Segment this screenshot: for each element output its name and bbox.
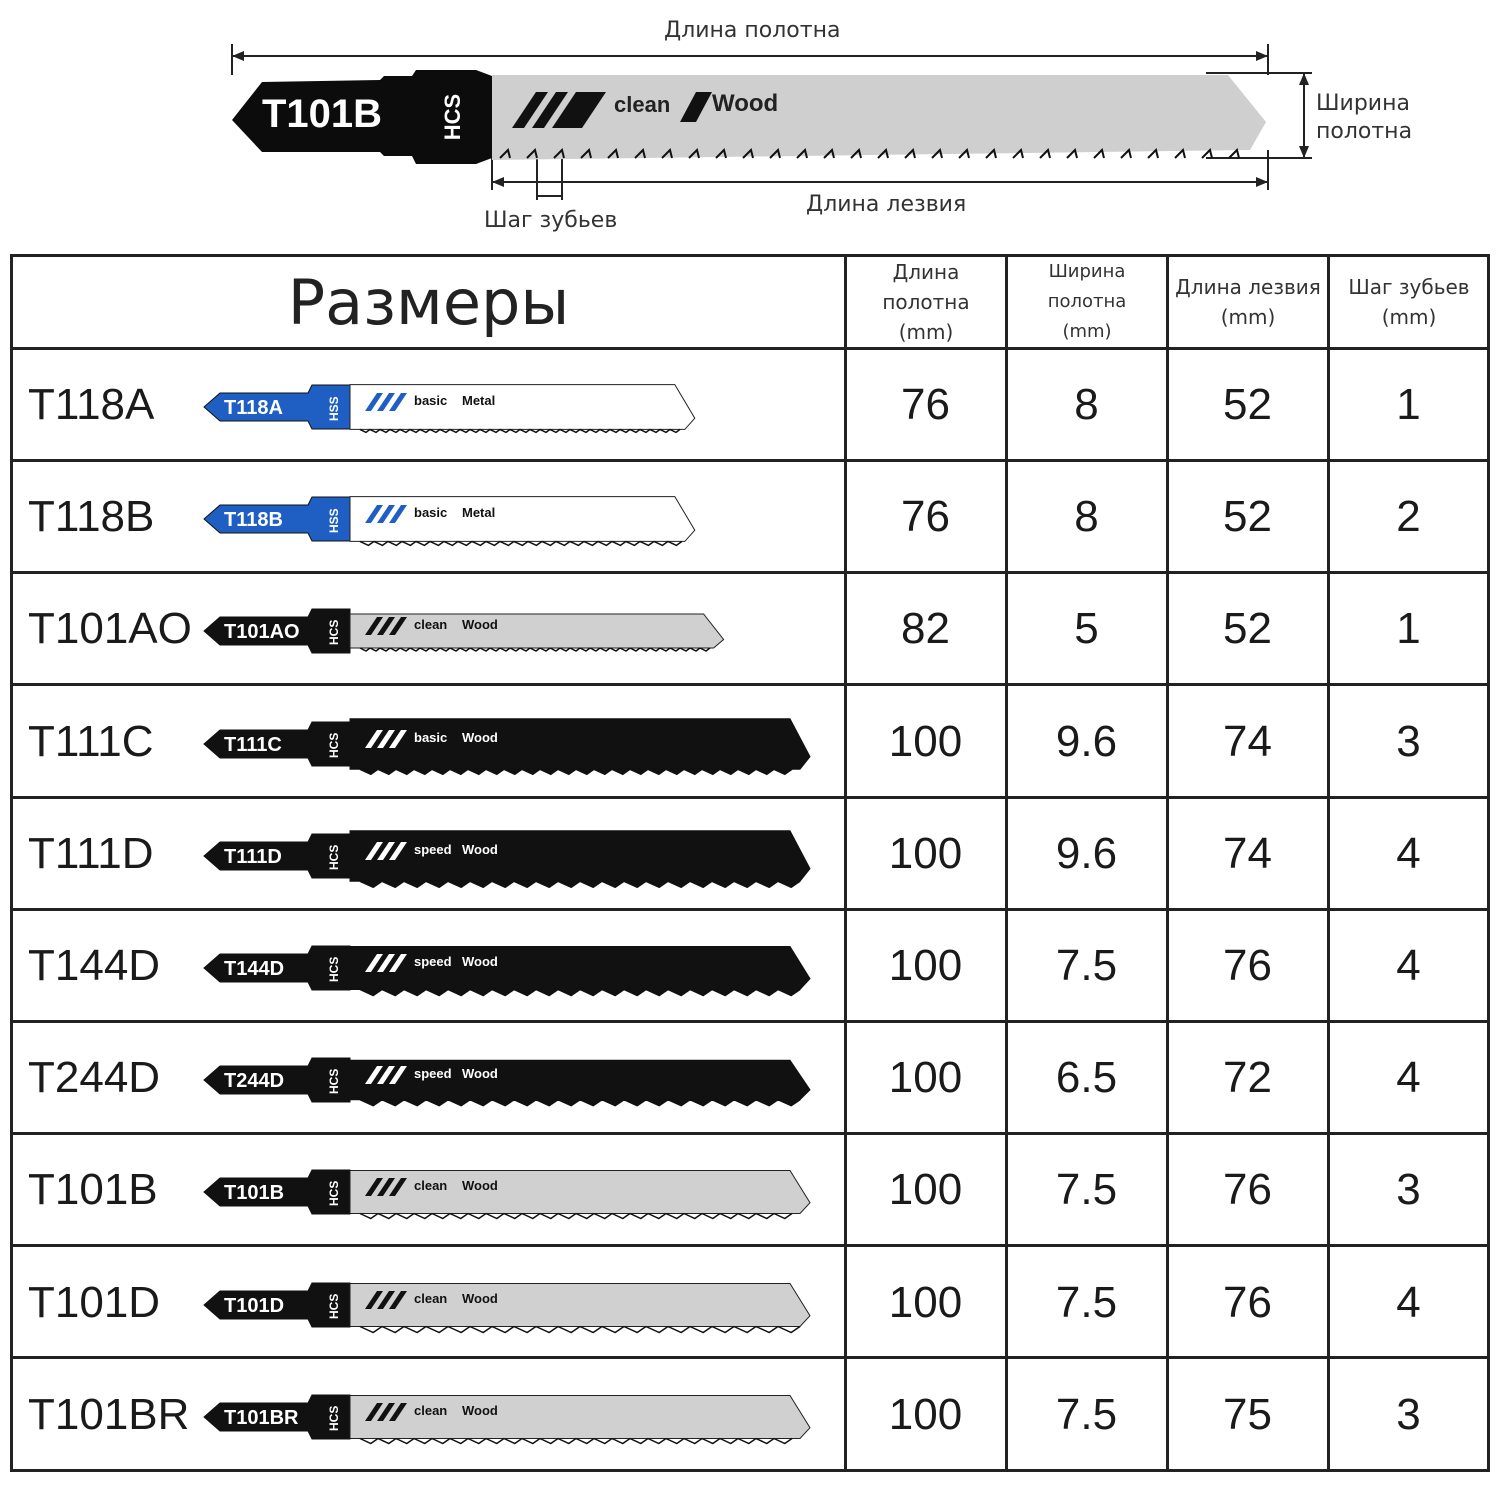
cell-blade-width: 5 bbox=[1074, 604, 1099, 654]
row-model-name: T118A bbox=[28, 380, 155, 429]
blade-target-label: Wood bbox=[462, 1066, 498, 1082]
blade-illustration bbox=[200, 1372, 820, 1462]
header-tooth-pitch bbox=[1329, 256, 1489, 348]
cell-blade-len: 100 bbox=[888, 1389, 963, 1439]
row-model-name: T118B bbox=[28, 492, 155, 542]
cell-pitch: 4 bbox=[1396, 1277, 1421, 1327]
cell-edge-len: 76 bbox=[1223, 941, 1272, 990]
blade-line-label: clean bbox=[414, 1290, 448, 1306]
cell-blade-len: 76 bbox=[901, 380, 950, 429]
header-tooth-pitch-text: Шаг зубьев bbox=[1348, 275, 1470, 299]
cell-edge-len: 74 bbox=[1223, 716, 1272, 766]
header-edge-length-text: Длина лезвия bbox=[1175, 275, 1321, 299]
blade-line-label: basic bbox=[414, 729, 448, 745]
header-blade-length bbox=[846, 256, 1006, 348]
blade-illustration bbox=[200, 474, 820, 564]
blade-code-label: T118A bbox=[224, 397, 283, 419]
row-model-name: T101AO bbox=[28, 604, 192, 654]
cell-blade-width: 9.6 bbox=[1055, 828, 1118, 878]
blade-code-label: T101AO bbox=[224, 621, 300, 644]
blade-target-label: Wood bbox=[462, 729, 498, 745]
label-length-total: Длина полотна bbox=[664, 18, 841, 43]
label-width: Ширина полотна bbox=[1316, 91, 1413, 144]
blade-target-label: Wood bbox=[462, 1402, 498, 1418]
blade-illustration bbox=[200, 1035, 820, 1125]
blade-target-label: Wood bbox=[462, 954, 498, 969]
blade-teeth bbox=[360, 1214, 792, 1219]
cell-pitch: 4 bbox=[1396, 1053, 1421, 1103]
cell-edge-len: 74 bbox=[1223, 828, 1272, 878]
diagram-blade-code: T101B bbox=[262, 92, 383, 136]
blade-illustration bbox=[200, 811, 820, 901]
blade-target-label: Wood bbox=[462, 841, 498, 857]
blade-body bbox=[350, 614, 724, 648]
table-title: Размеры bbox=[287, 265, 570, 339]
cell-blade-len: 100 bbox=[888, 941, 963, 990]
blade-line-label: basic bbox=[414, 505, 448, 521]
cell-blade-len: 100 bbox=[888, 828, 963, 878]
blade-material-label: HCS bbox=[327, 1405, 341, 1431]
header-blade-width bbox=[1007, 256, 1167, 348]
cell-edge-len: 75 bbox=[1223, 1389, 1272, 1439]
cell-blade-width: 7.5 bbox=[1055, 1389, 1118, 1439]
cell-pitch: 2 bbox=[1396, 492, 1421, 542]
blade-illustration bbox=[200, 586, 820, 676]
cell-blade-len: 100 bbox=[888, 1277, 963, 1327]
header-edge-length-unit: (mm) bbox=[1220, 305, 1276, 329]
blade-code-label: T244D bbox=[224, 1070, 285, 1093]
cell-pitch: 3 bbox=[1396, 1165, 1421, 1215]
blade-material-label: HCS bbox=[327, 956, 341, 982]
blade-material-label: HCS bbox=[327, 844, 341, 870]
cell-blade-len: 100 bbox=[888, 1053, 963, 1103]
cell-pitch: 4 bbox=[1396, 828, 1421, 878]
blade-material-label: HCS bbox=[327, 732, 341, 758]
blade-illustration bbox=[200, 923, 820, 1013]
cell-blade-width: 7.5 bbox=[1055, 1165, 1118, 1215]
blade-line-label: clean bbox=[414, 1178, 448, 1194]
blade-code-label: T101B bbox=[224, 1182, 285, 1205]
label-blade-length: Длина лезвия bbox=[806, 192, 967, 217]
label-tooth-pitch: Шаг зубьев bbox=[484, 208, 618, 233]
blade-code-label: T144D bbox=[224, 958, 285, 980]
header-edge-length bbox=[1168, 256, 1328, 348]
row-model-name: T144D bbox=[28, 941, 161, 990]
blade-teeth bbox=[360, 769, 792, 774]
cell-blade-width: 8 bbox=[1074, 492, 1099, 542]
header-blade-length-text: Длина полотна bbox=[882, 260, 970, 314]
header-blade-width-text: Ширина полотна bbox=[1047, 261, 1127, 312]
blade-illustration bbox=[200, 1260, 820, 1350]
blade-illustration bbox=[200, 362, 820, 452]
cell-pitch: 3 bbox=[1396, 1389, 1421, 1439]
blade-line-label: speed bbox=[414, 954, 452, 969]
cell-pitch: 4 bbox=[1396, 941, 1421, 990]
blade-line-label: clean bbox=[414, 617, 448, 633]
blade-target-label: Wood bbox=[462, 1290, 498, 1306]
cell-pitch: 3 bbox=[1396, 716, 1421, 766]
cell-blade-len: 100 bbox=[888, 716, 963, 766]
blade-code-label: T111D bbox=[224, 845, 282, 868]
row-model-name: T111C bbox=[28, 716, 154, 766]
blade-target-label: Metal bbox=[462, 505, 496, 521]
blade-target-label: Metal bbox=[462, 393, 496, 408]
header-blade-width-unit: (mm) bbox=[1062, 321, 1112, 342]
row-model-name: T111D bbox=[28, 828, 154, 878]
blade-material-label: HCS bbox=[327, 1068, 341, 1095]
row-model-name: T101B bbox=[28, 1165, 158, 1215]
header-blade-length-unit: (mm) bbox=[898, 320, 954, 344]
blade-target-label: Wood bbox=[462, 1178, 498, 1194]
cell-blade-width: 7.5 bbox=[1055, 1277, 1118, 1327]
blade-material-label: HCS bbox=[327, 1293, 341, 1319]
blade-material-label: HSS bbox=[327, 508, 341, 534]
cell-pitch: 1 bbox=[1396, 604, 1421, 654]
cell-blade-width: 6.5 bbox=[1055, 1053, 1118, 1103]
cell-blade-width: 8 bbox=[1074, 380, 1099, 429]
blade-target-label: Wood bbox=[462, 617, 498, 633]
blade-teeth bbox=[360, 990, 800, 996]
diagram-series-line: clean bbox=[614, 92, 671, 117]
blade-line-label: speed bbox=[414, 1066, 452, 1082]
cell-edge-len: 52 bbox=[1223, 492, 1272, 542]
blade-illustration bbox=[200, 1147, 820, 1237]
cell-edge-len: 72 bbox=[1223, 1053, 1272, 1103]
cell-edge-len: 52 bbox=[1223, 380, 1272, 429]
row-model-name: T101BR bbox=[28, 1389, 190, 1439]
header-tooth-pitch-unit: (mm) bbox=[1381, 305, 1437, 329]
cell-blade-width: 9.6 bbox=[1055, 716, 1118, 766]
cell-edge-len: 76 bbox=[1223, 1165, 1272, 1215]
cell-blade-len: 100 bbox=[888, 1165, 963, 1215]
blade-teeth bbox=[360, 542, 682, 546]
diagram-material: HCS bbox=[440, 93, 466, 141]
blade-illustration bbox=[200, 699, 820, 789]
blade-code-label: T118B bbox=[224, 509, 283, 532]
blade-material-label: HSS bbox=[327, 396, 341, 421]
diagram-series-target: Wood bbox=[712, 90, 779, 117]
cell-blade-width: 7.5 bbox=[1055, 941, 1118, 990]
row-model-name: T244D bbox=[28, 1053, 161, 1103]
blade-teeth bbox=[360, 881, 800, 887]
blade-material-label: HCS bbox=[327, 620, 341, 646]
cell-edge-len: 52 bbox=[1223, 604, 1272, 654]
row-model-name: T101D bbox=[28, 1277, 161, 1327]
blade-code-label: T101D bbox=[224, 1294, 285, 1317]
cell-pitch: 1 bbox=[1396, 380, 1421, 429]
blade-code-label: T111C bbox=[224, 733, 282, 756]
blade-body bbox=[350, 385, 695, 430]
blade-material-label: HCS bbox=[327, 1181, 341, 1207]
blade-teeth bbox=[360, 1326, 800, 1332]
blade-line-label: clean bbox=[414, 1402, 448, 1418]
blade-line-label: basic bbox=[414, 393, 448, 408]
blade-body bbox=[350, 497, 695, 542]
blade-line-label: speed bbox=[414, 841, 452, 857]
blade-teeth bbox=[360, 1100, 800, 1106]
cell-blade-len: 76 bbox=[901, 492, 950, 542]
cell-edge-len: 76 bbox=[1223, 1277, 1272, 1327]
blade-code-label: T101BR bbox=[224, 1406, 299, 1429]
cell-blade-len: 82 bbox=[901, 604, 950, 654]
blade-teeth bbox=[360, 1438, 792, 1443]
